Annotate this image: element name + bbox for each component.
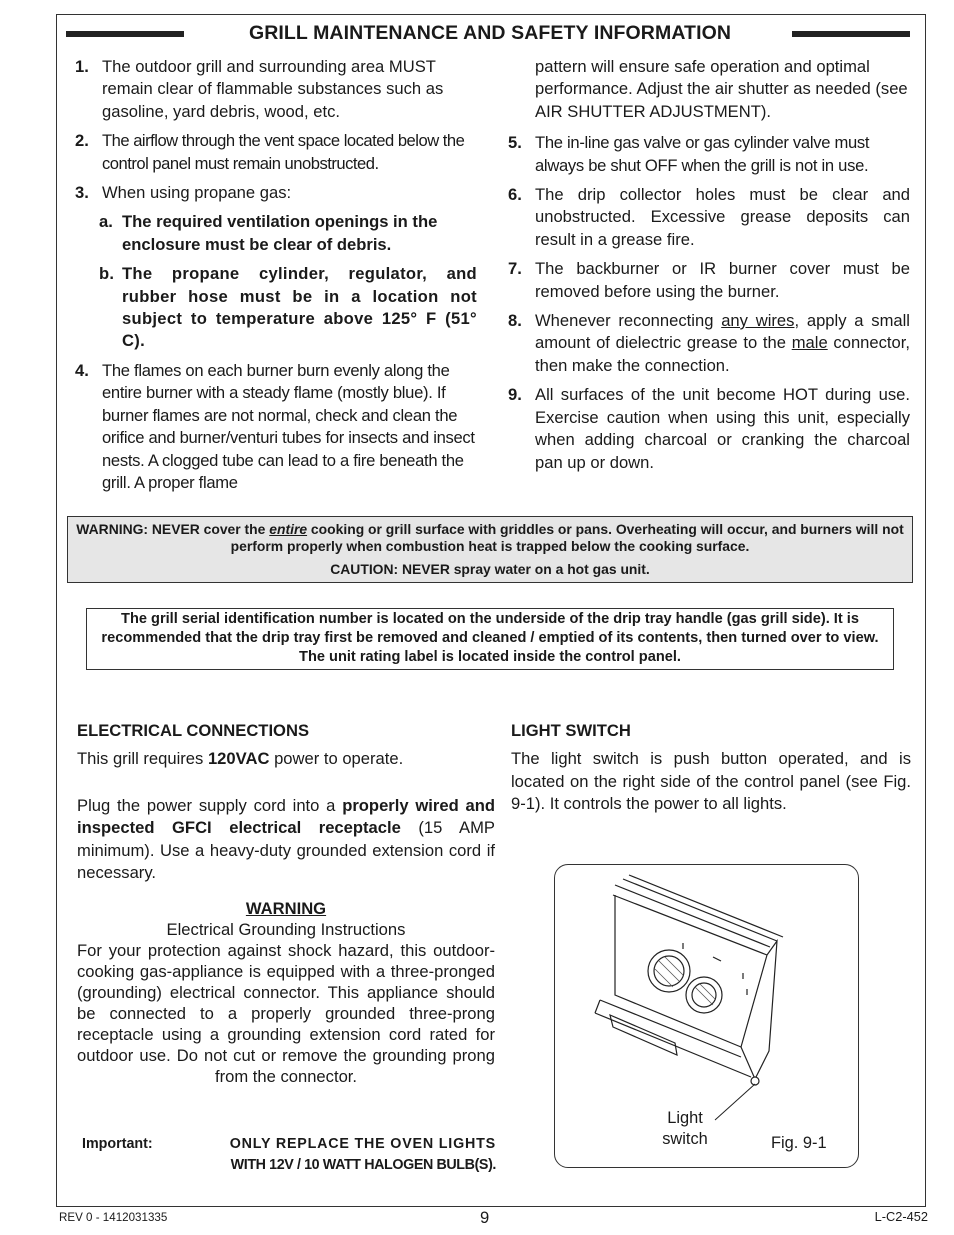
- text: (15 AMP minimum). Use a heavy-duty grounded extension cord if necessary.: [77, 818, 495, 883]
- page-number: 9: [480, 1208, 490, 1227]
- item-number: 3.: [75, 183, 89, 203]
- item-text: The in-line gas valve or gas cylinder valve must always be shut OFF when the grill is not in use.: [535, 133, 870, 175]
- item-text: The drip collector holes must be clear and unobstructed. Excessive grease deposits can result in a grease fire.: [535, 185, 910, 249]
- item-number: 2.: [75, 131, 89, 151]
- warning-title-text: WARNING: [245, 899, 327, 919]
- item-text: The flames on each burner burn evenly along the entire burner with a steady flame (mostly blue). If burner flames are not normal, check and clean the orifice and burner/venturi tubes for insects and insect nests. A clogged tube can lead to a fire beneath the grill. A proper flame: [102, 360, 475, 492]
- light-switch-heading: LIGHT SWITCH: [511, 721, 631, 740]
- left-column: [75, 56, 477, 501]
- callout-line-1: Light: [667, 1109, 703, 1127]
- warning-subtitle: Electrical Grounding Instructions: [166, 920, 406, 940]
- electrical-para-1: [77, 748, 495, 770]
- item-text-mid: , apply a small amount of dielectric grease to the: [535, 311, 910, 353]
- light-switch-callout: [649, 1108, 721, 1150]
- item-number: 1.: [75, 57, 89, 76]
- warning-body: For your protection against shock hazard, this outdoor-cooking gas-appliance is equipped with a three-pronged (grounding) electrical connector. This appliance should be connected to a properly grounded three-prong receptacle using a grounding extension cord rated for outdoor use. Do not cut or remove the grounding prong from the connector.: [77, 941, 495, 1087]
- gfci-bold: properly wired and inspected GFCI electrical receptacle: [77, 795, 496, 838]
- warning-text: [68, 521, 912, 554]
- caution-text: CAUTION: NEVER spray water on a hot gas unit.: [330, 561, 650, 578]
- revision-code: REV 0 - 1412031335: [59, 1211, 168, 1224]
- figure-caption: Fig. 9-1: [771, 1134, 827, 1152]
- light-switch-body: The light switch is push button operated, and is located on the right side of the control panel (see Fig. 9-1). It controls the power to all lights.: [511, 749, 911, 814]
- list-item: [75, 360, 477, 494]
- list-item: [508, 258, 910, 303]
- sub-item: [75, 211, 477, 256]
- item-text: pattern will ensure safe operation and optimal performance. Adjust the air shutter as needed (see AIR SHUTTER ADJUSTMENT).: [535, 57, 908, 121]
- important-line-1: ONLY REPLACE THE OVEN LIGHTS: [229, 1136, 496, 1152]
- list-item: [75, 182, 477, 204]
- list-item: [508, 384, 910, 474]
- important-label: Important:: [82, 1136, 153, 1152]
- title-row: [66, 20, 914, 48]
- underlined-male: male: [791, 333, 828, 353]
- item-number: 5.: [508, 133, 522, 153]
- list-item: [75, 130, 477, 175]
- list-item: [508, 184, 910, 251]
- item-text: The backburner or IR burner cover must be removed before using the burner.: [535, 259, 910, 301]
- item-number: 6.: [508, 185, 522, 205]
- warning-pre: WARNING: NEVER cover the: [76, 521, 270, 537]
- text: power to operate.: [269, 749, 404, 769]
- item-number: 4.: [75, 360, 89, 380]
- electrical-section: [77, 720, 495, 1087]
- item-text-pre: Whenever reconnecting: [535, 311, 722, 331]
- warning-emphasis: entire: [269, 521, 308, 537]
- item-number: 7.: [508, 259, 522, 279]
- list-item-continuation: [508, 56, 910, 123]
- sub-item: [75, 263, 477, 353]
- list-item: [508, 132, 910, 177]
- warning-title: [77, 898, 495, 919]
- electrical-heading: ELECTRICAL CONNECTIONS: [77, 721, 310, 740]
- item-text: When using propane gas:: [102, 183, 292, 203]
- voltage-bold: 120VAC: [207, 749, 270, 769]
- page-title: GRILL MAINTENANCE AND SAFETY INFORMATION: [248, 22, 732, 44]
- item-text-post: connector, then make the connection.: [535, 333, 910, 375]
- callout-line-2: switch: [662, 1130, 708, 1148]
- item-number: 9.: [508, 385, 522, 405]
- item-number: 8.: [508, 311, 522, 331]
- warning-box: [67, 516, 913, 583]
- item-text: All surfaces of the unit become HOT during use. Exercise caution when using this unit, especially when adding charcoal or cranking the charcoal pan up or down.: [535, 385, 910, 472]
- electrical-para-2: [77, 795, 495, 885]
- sub-item-text: The required ventilation openings in the enclosure must be clear of debris.: [122, 212, 438, 254]
- list-item: [508, 310, 910, 377]
- warning-post: cooking or grill surface with griddles or pans. Overheating will occur, and burners will not perform properly when combustion heat is trapped below the cooking surface.: [230, 521, 904, 554]
- item-text: The outdoor grill and surrounding area MUST remain clear of flammable substances such as gasoline, yard debris, wood, etc.: [102, 57, 444, 121]
- text: Plug the power supply cord into a: [77, 795, 343, 815]
- underlined-any-wires: any wires: [721, 311, 795, 331]
- document-code: L-C2-452: [874, 1209, 928, 1224]
- sub-item-text: The propane cylinder, regulator, and rubber hose must be in a location not subject to temperature above 125° F (51° C).: [122, 264, 477, 351]
- figure-9-1: [554, 864, 859, 1168]
- light-switch-section: [511, 720, 911, 816]
- serial-info-box: The grill serial identification number is located on the underside of the drip tray handle (gas grill side). It is recommended that the drip tray first be removed and cleaned / emptied of its contents, then turned over to view. The unit rating label is located inside the control panel.: [86, 608, 894, 670]
- callout-leader: [715, 1084, 755, 1120]
- sub-item-letter: b.: [99, 264, 115, 284]
- list-item: [75, 56, 477, 123]
- sub-item-letter: a.: [99, 212, 113, 232]
- text: This grill requires: [77, 749, 208, 769]
- item-text: The airflow through the vent space located below the control panel must remain unobstructed.: [102, 131, 465, 173]
- title-bar-right: [792, 31, 910, 37]
- right-column: [508, 56, 910, 481]
- important-line-2: WITH 12V / 10 WATT HALOGEN BULB(S).: [230, 1157, 496, 1173]
